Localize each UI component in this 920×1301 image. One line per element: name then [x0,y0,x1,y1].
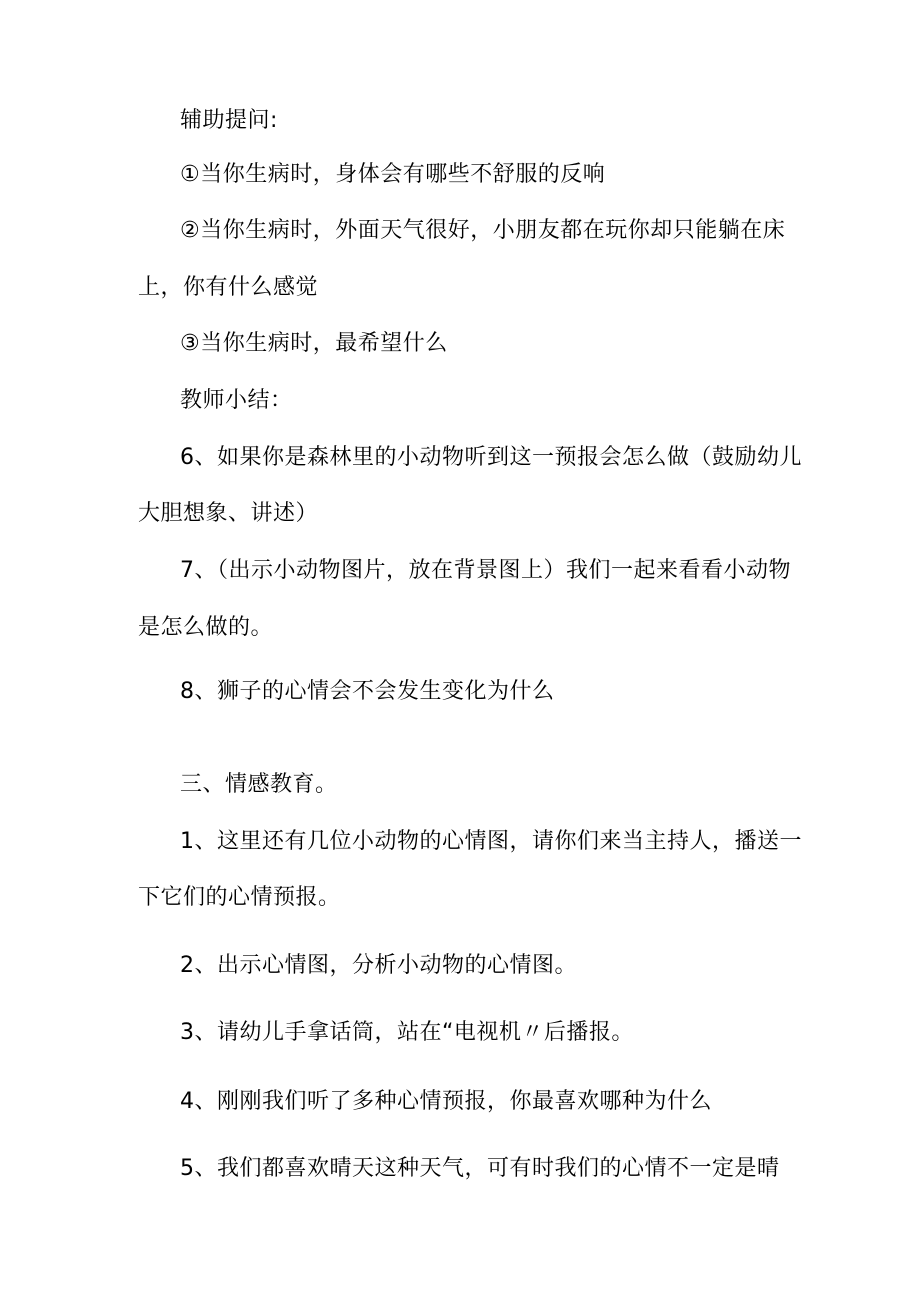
step-8: 8、狮子的心情会不会发生变化为什么 [180,679,555,704]
item-5-line-1: 5、我们都喜欢晴天这种天气，可有时我们的心情不一定是晴 [180,1156,780,1181]
question-2-line-1: ②当你生病时，外面天气很好，小朋友都在玩你却只能躺在床 [180,218,786,243]
step-6-line-1: 6、如果你是森林里的小动物听到这一预报会怎么做（鼓励幼儿 [180,445,802,470]
heading-auxiliary-questions: 辅助提问: [180,108,278,133]
step-7-line-2: 是怎么做的。 [138,615,274,640]
question-2-line-2: 上，你有什么感觉 [138,275,319,300]
step-6-line-2: 大胆想象、讲述） [138,501,319,526]
step-7-line-1: 7、（出示小动物图片，放在背景图上）我们一起来看看小动物 [180,558,791,583]
item-1-line-1: 1、这里还有几位小动物的心情图，请你们来当主持人，播送一 [180,829,802,854]
heading-teacher-summary: 教师小结： [180,388,293,413]
item-4: 4、刚刚我们听了多种心情预报，你最喜欢哪种为什么 [180,1089,712,1114]
item-2: 2、出示心情图，分析小动物的心情图。 [180,953,577,978]
item-1-line-2: 下它们的心情预报。 [138,885,341,910]
question-3: ③当你生病时，最希望什么 [180,331,448,356]
question-1: ①当你生病时，身体会有哪些不舒服的反响 [180,162,606,187]
item-3: 3、请幼儿手拿话筒，站在“电视机〃后播报。 [180,1020,634,1045]
section-heading-emotional-education: 三、情感教育。 [180,772,338,797]
